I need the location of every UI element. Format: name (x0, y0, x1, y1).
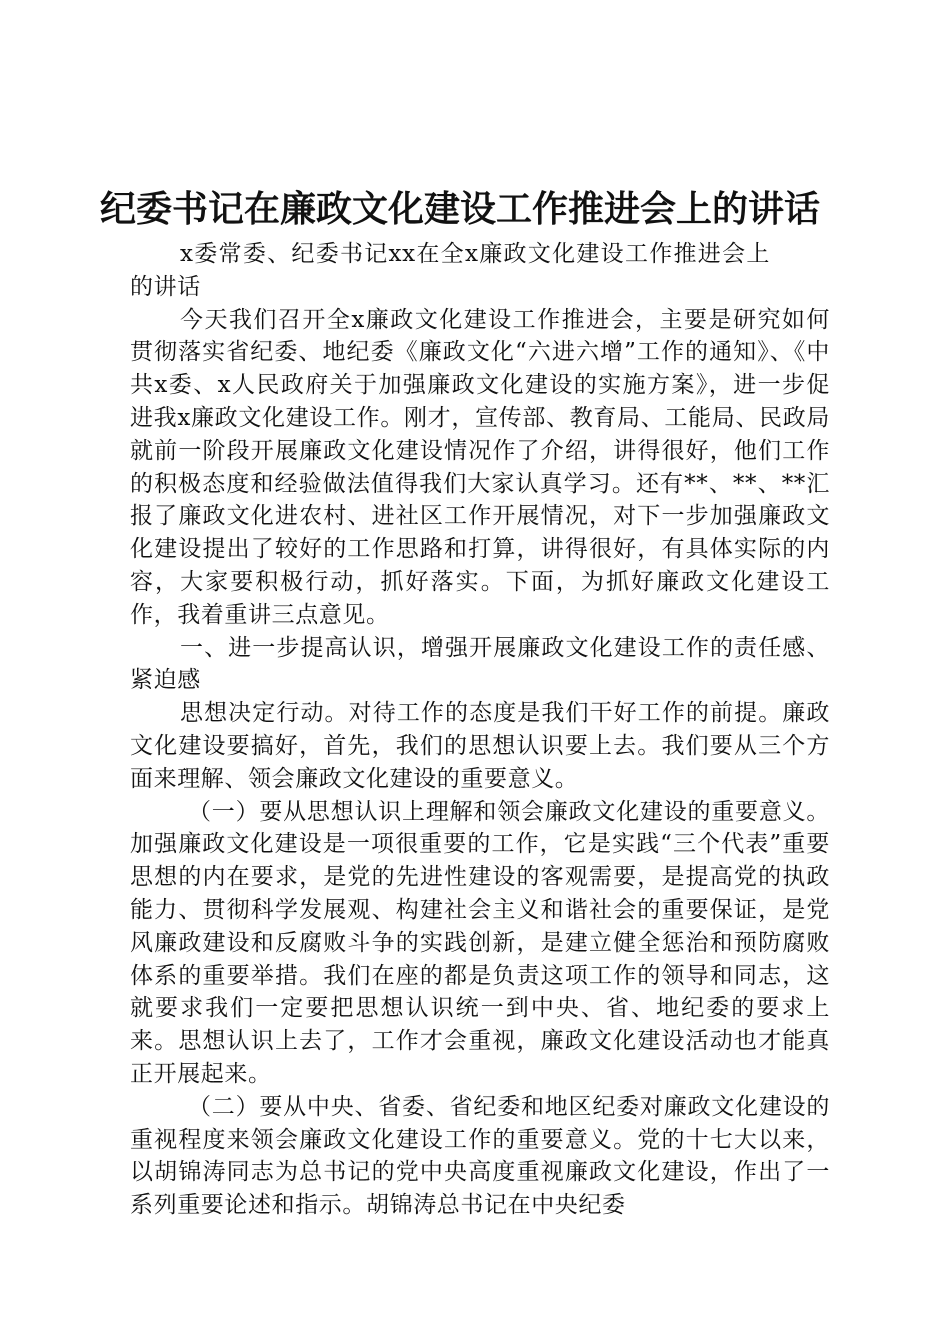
paragraph-thought: 思想决定行动。对待工作的态度是我们干好工作的前提。廉政文化建设要搞好，首先，我们的思想认识要上去。我们要从三个方面来理解、领会廉政文化建设的重要意义。 (130, 700, 830, 792)
document-title: 纪委书记在廉政文化建设工作推进会上的讲话 (100, 188, 821, 230)
section-heading-1: 一、进一步提高认识，增强开展廉政文化建设工作的责任感、紧迫感 (130, 634, 830, 694)
document-body (130, 238, 830, 1222)
paragraph-intro: 今天我们召开全x廉政文化建设工作推进会，主要是研究如何贯彻落实省纪委、地纪委《廉政文化“六进六增”工作的通知》、《中共x委、x人民政府关于加强廉政文化建设的实施方案》，进一步促进我x廉政文化建设工作。刚才，宣传部、教育局、工能局、民政局就前一阶段开展廉政文化建设情况作了介绍，讲得很好，他们工作的积极态度和经验做法值得我们大家认真学习。还有**、**、**汇报了廉政文化进农村、进社区工作开展情况，对下一步加强廉政文化建设提出了较好的工作思路和打算，讲得很好，有具体实际的内容，大家要积极行动，抓好落实。下面，为抓好廉政文化建设工作，我着重讲三点意见。 (130, 306, 830, 628)
speaker-line: x委常委、纪委书记xx在全x廉政文化建设工作推进会上的讲话 (130, 241, 770, 300)
paragraph-subpoint-2: （二）要从中央、省委、省纪委和地区纪委对廉政文化建设的重视程度来领会廉政文化建设工作的重要意义。党的十七大以来，以胡锦涛同志为总书记的党中央高度重视廉政文化建设，作出了一系列重要论述和指示。胡锦涛总书记在中央纪委 (130, 1093, 830, 1219)
paragraph-subpoint-1: （一）要从思想认识上理解和领会廉政文化建设的重要意义。加强廉政文化建设是一项很重要的工作，它是实践“三个代表”重要思想的内在要求，是党的先进性建设的客观需要，是提高党的执政能力、贯彻科学发展观、构建社会主义和谐社会的重要保证，是党风廉政建设和反腐败斗争的实践创新，是建立健全惩治和预防腐败体系的重要举措。我们在座的都是负责这项工作的领导和同志，这就要求我们一定要把思想认识统一到中央、省、地纪委的要求上来。思想认识上去了，工作才会重视，廉政文化建设活动也才能真正开展起来。 (130, 798, 830, 1087)
